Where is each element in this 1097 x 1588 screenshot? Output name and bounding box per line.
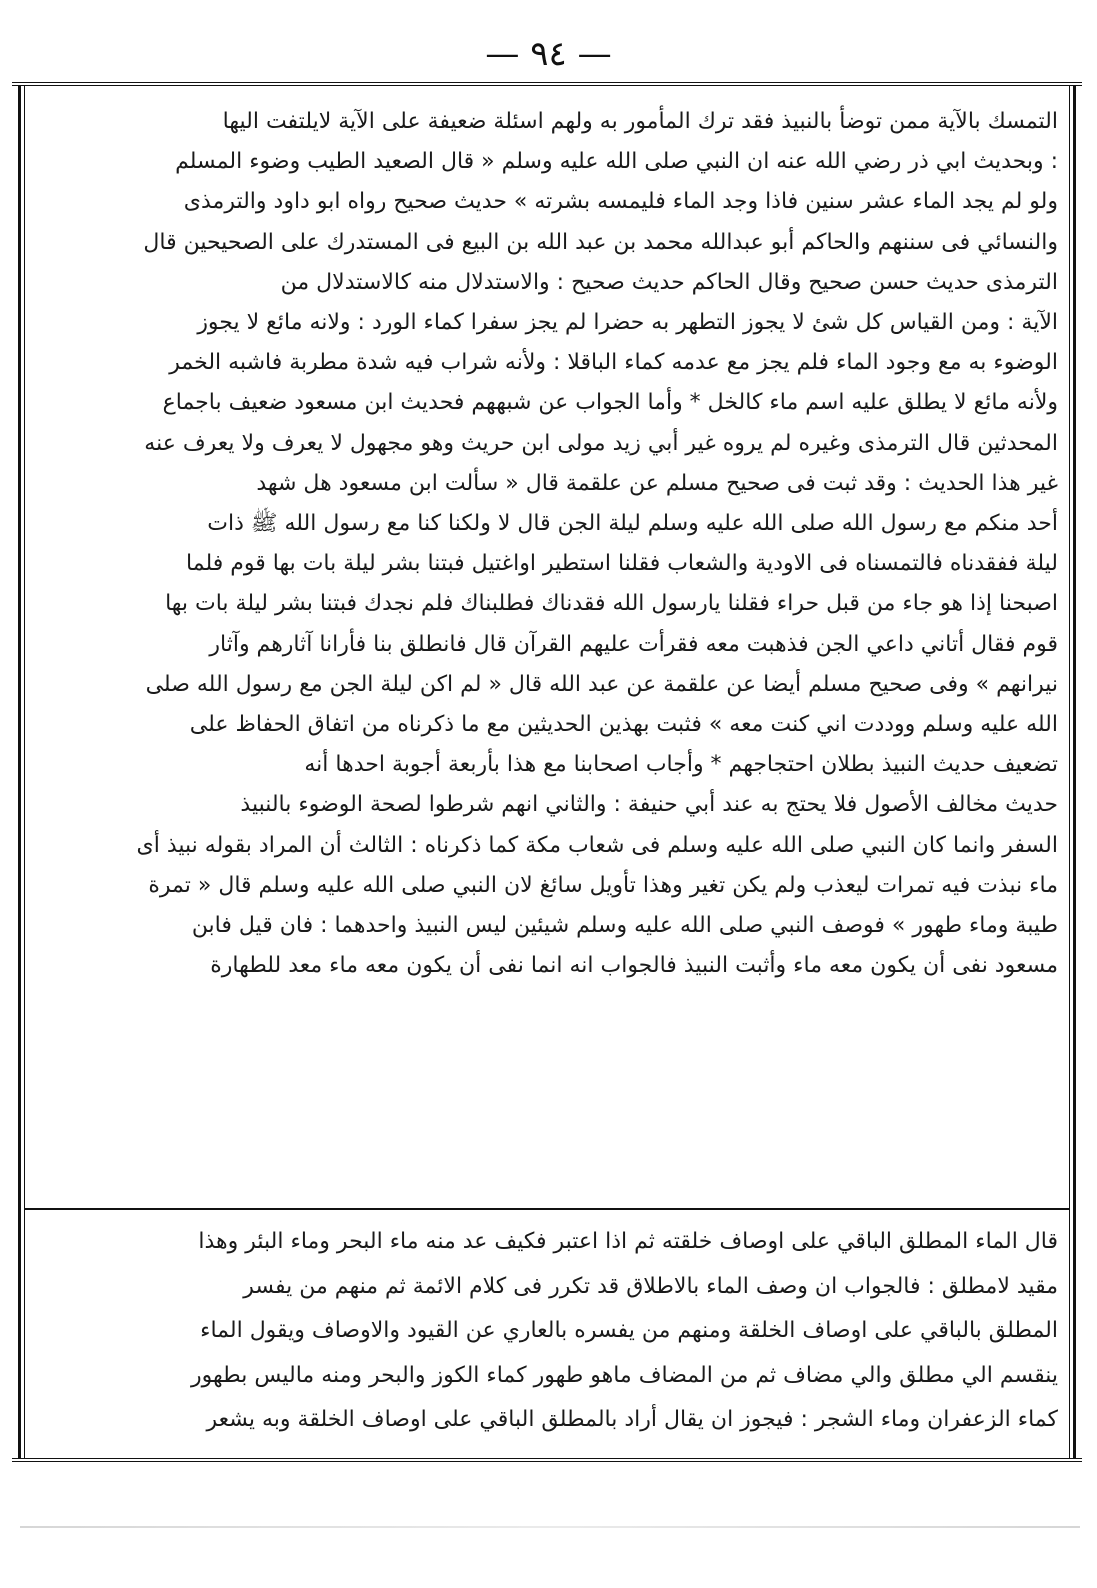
main-text-line: حديث مخالف الأصول فلا يحتج به عند أبي حنيفة : والثاني انهم شرطوا لصحة الوضوء بالنبيذ bbox=[240, 792, 1058, 818]
main-text-line: ليلة ففقدناه فالتمسناه فى الاودية والشعاب فقلنا استطير اواغتيل فبتنا بشر ليلة بات بها قوم فلما bbox=[186, 551, 1058, 577]
main-text-line: الترمذى حديث حسن صحيح وقال الحاكم حديث صحيح : والاستدلال منه كالاستدلال من bbox=[280, 269, 1058, 295]
main-text-line: تضعيف حديث النبيذ بطلان احتجاجهم * وأجاب اصحابنا مع هذا بأربعة أجوبة احدها أنه bbox=[304, 752, 1058, 778]
frame-left-rule bbox=[18, 86, 21, 1458]
main-text-line: الآية : ومن القياس كل شئ لا يجوز التطهر به حضرا لم يجز سفرا كماء الورد : ولانه مائع لا يجوز bbox=[197, 310, 1058, 336]
main-text-line: نيرانهم » وفى صحيح مسلم أيضا عن علقمة عن عبد الله قال « لم اكن ليلة الجن مع رسول الله صلى bbox=[145, 671, 1058, 697]
main-text-line: أحد منكم مع رسول الله صلى الله عليه وسلم ليلة الجن قال لا ولكنا كنا مع رسول الله ﷺ ذات bbox=[207, 511, 1058, 537]
footnote-line: كماء الزعفران وماء الشجر : فيجوز ان يقال أراد بالمطلق الباقي على اوصاف الخلقة وبه يشعر bbox=[206, 1407, 1058, 1433]
main-text-line: والنسائي فى سننهم والحاكم أبو عبدالله محمد بن عبد الله بن البيع فى المستدرك على الصحيحين قال bbox=[143, 229, 1058, 255]
footnote-line: مقيد لامطلق : فالجواب ان وصف الماء بالاطلاق قد تكرر فى كلام الائمة ثم منهم من يفسر bbox=[243, 1273, 1058, 1299]
main-text-line: طيبة وماء طهور » فوصف النبي صلى الله عليه وسلم شيئين ليس النبيذ واحدهما : فان قيل فابن bbox=[191, 913, 1058, 939]
main-text-line: اصبحنا إذا هو جاء من قبل حراء فقلنا يارسول الله فقدناك فطلبناك فلم نجدك فبتنا بشر ليلة بات بها bbox=[165, 591, 1058, 617]
main-text-line: السفر وانما كان النبي صلى الله عليه وسلم فى شعاب مكة كما ذكرناه : الثالث أن المراد بقوله نبيذ أى bbox=[136, 832, 1058, 858]
main-text-block bbox=[36, 102, 1058, 1150]
main-text-line: ولأنه مائع لا يطلق عليه اسم ماء كالخل * وأما الجواب عن شبههم فحديث ابن مسعود ضعيف باجماع bbox=[162, 390, 1058, 416]
main-text-line: قوم فقال أتاني داعي الجن فذهبت معه فقرأت عليهم القرآن قال فانطلق بنا فأرانا آثارهم وآثار bbox=[209, 631, 1058, 657]
main-text-line: التمسك بالآية ممن توضأ بالنبيذ فقد ترك المأمور به ولهم اسئلة ضعيفة على الآية لايلتفت اليها bbox=[222, 109, 1058, 134]
main-text-line: ماء نبذت فيه تمرات ليعذب ولم يكن تغير وهذا تأويل سائغ لان النبي صلى الله عليه وسلم قال « تمرة bbox=[148, 872, 1058, 898]
footnote-line: المطلق بالباقي على اوصاف الخلقة ومنهم من يفسره بالعاري عن القيود والاوصاف ويقول الماء bbox=[200, 1318, 1058, 1344]
footnote-block bbox=[36, 1220, 1058, 1456]
main-text-line: : وبحديث ابي ذر رضي الله عنه ان النبي صلى الله عليه وسلم « قال الصعيد الطيب وضوء المسلم bbox=[175, 149, 1058, 175]
scan-edge-mark bbox=[20, 1526, 1080, 1528]
main-text-line: ولو لم يجد الماء عشر سنين فاذا وجد الماء فليمسه بشرته » حديث صحيح رواه ابو داود والترمذى bbox=[183, 189, 1058, 215]
main-text-line: المحدثين قال الترمذى وغيره لم يروه غير أبي زيد مولى ابن حريث وهو مجهول لا يعرف ولا يعرف عنه bbox=[144, 430, 1058, 456]
main-text-line: الله عليه وسلم ووددت اني كنت معه » فثبت بهذين الحديثين مع ما ذكرناه من اتفاق الحفاظ على bbox=[189, 712, 1058, 738]
footnote-divider bbox=[24, 1208, 1070, 1210]
main-text-line: غير هذا الحديث : وقد ثبت فى صحيح مسلم عن علقمة قال « سألت ابن مسعود هل شهد bbox=[256, 470, 1058, 496]
footnote-line: قال الماء المطلق الباقي على اوصاف خلقته ثم اذا اعتبر فكيف عد منه ماء البحر وماء البئر وهذا bbox=[198, 1229, 1058, 1254]
page-frame bbox=[12, 82, 1082, 1462]
frame-right-rule bbox=[1073, 86, 1076, 1458]
main-text-line: مسعود نفى أن يكون معه ماء وأثبت النبيذ فالجواب انه انما نفى أن يكون معه ماء معد للطهارة bbox=[210, 953, 1058, 979]
main-text-line: الوضوء به مع وجود الماء فلم يجز مع عدمه كماء الباقلا : ولأنه شراب فيه شدة مطربة فاشبه الخمر bbox=[169, 350, 1058, 376]
page-number: — ٩٤ — bbox=[485, 34, 612, 74]
footnote-line: ينقسم الي مطلق والي مضاف ثم من المضاف ماهو طهور كماء الكوز والبحر ومنه ماليس بطهور bbox=[191, 1362, 1058, 1388]
